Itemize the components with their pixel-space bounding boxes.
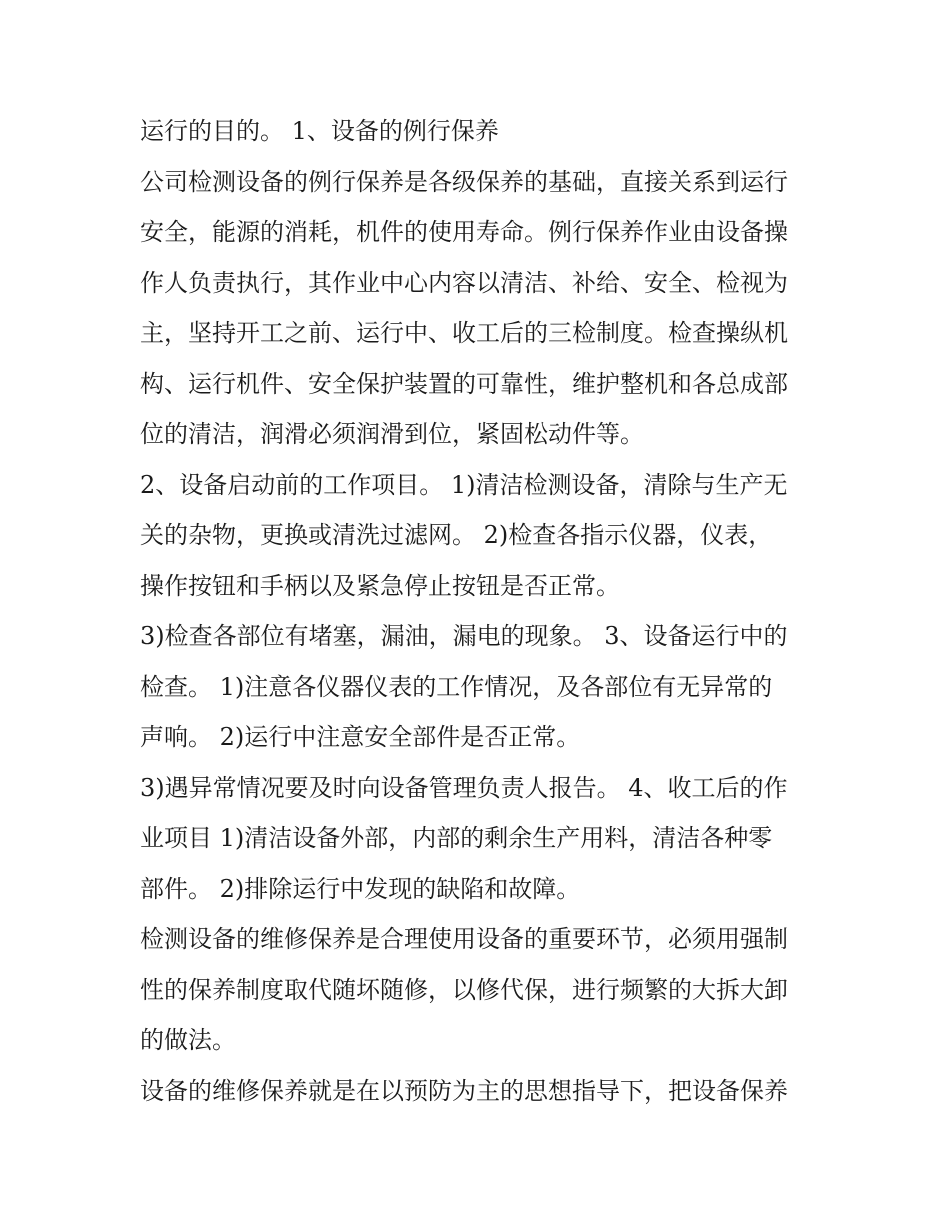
- text-line: 的做法。: [140, 1026, 236, 1054]
- text-line: 设备的维修保养就是在以预防为主的思想指导下，把设备保养: [140, 1076, 788, 1105]
- text-line: 构、运行机件、安全保护装置的可靠性，维护整机和各总成部: [140, 369, 788, 398]
- text-line: 3)检查各部位有堵塞，漏油，漏电的现象。 3、设备运行中的: [140, 622, 788, 650]
- text-line: 2、设备启动前的工作项目。 1)清洁检测设备，清除与生产无: [140, 470, 788, 499]
- text-line: 声响。 2)运行中注意安全部件是否正常。: [140, 723, 581, 751]
- text-line: 3)遇异常情况要及时向设备管理负责人报告。 4、收工后的作: [140, 773, 788, 802]
- text-line: 位的清洁，润滑必须润滑到位，紧固松动件等。: [140, 420, 644, 448]
- text-line: 操作按钮和手柄以及紧急停止按钮是否正常。: [140, 571, 620, 600]
- text-line: 运行的目的。 1、设备的例行保养: [140, 117, 499, 145]
- text-line: 检测设备的维修保养是合理使用设备的重要环节，必须用强制: [140, 925, 788, 953]
- text-line: 检查。 1)注意各仪器仪表的工作情况，及各部位有无异常的: [140, 672, 773, 701]
- text-line: 业项目 1)清洁设备外部，内部的剩余生产用料，清洁各种零: [140, 824, 773, 852]
- text-line: 作人负责执行，其作业中心内容以清洁、补给、安全、检视为: [140, 268, 788, 297]
- document-body: [140, 106, 820, 1116]
- text-line: 主，坚持开工之前、运行中、收工后的三检制度。检查操纵机: [140, 319, 788, 347]
- text-line: 安全，能源的消耗，机件的使用寿命。例行保养作业由设备操: [140, 218, 788, 246]
- text-line: 性的保养制度取代随坏随修，以修代保，进行频繁的大拆大卸: [140, 975, 788, 1004]
- text-line: 部件。 2)排除运行中发现的缺陷和故障。: [140, 874, 581, 903]
- text-line: 关的杂物，更换或清洗过滤网。 2)检查各指示仪器，仪表，: [140, 521, 773, 549]
- text-line: 公司检测设备的例行保养是各级保养的基础，直接关系到运行: [140, 167, 788, 196]
